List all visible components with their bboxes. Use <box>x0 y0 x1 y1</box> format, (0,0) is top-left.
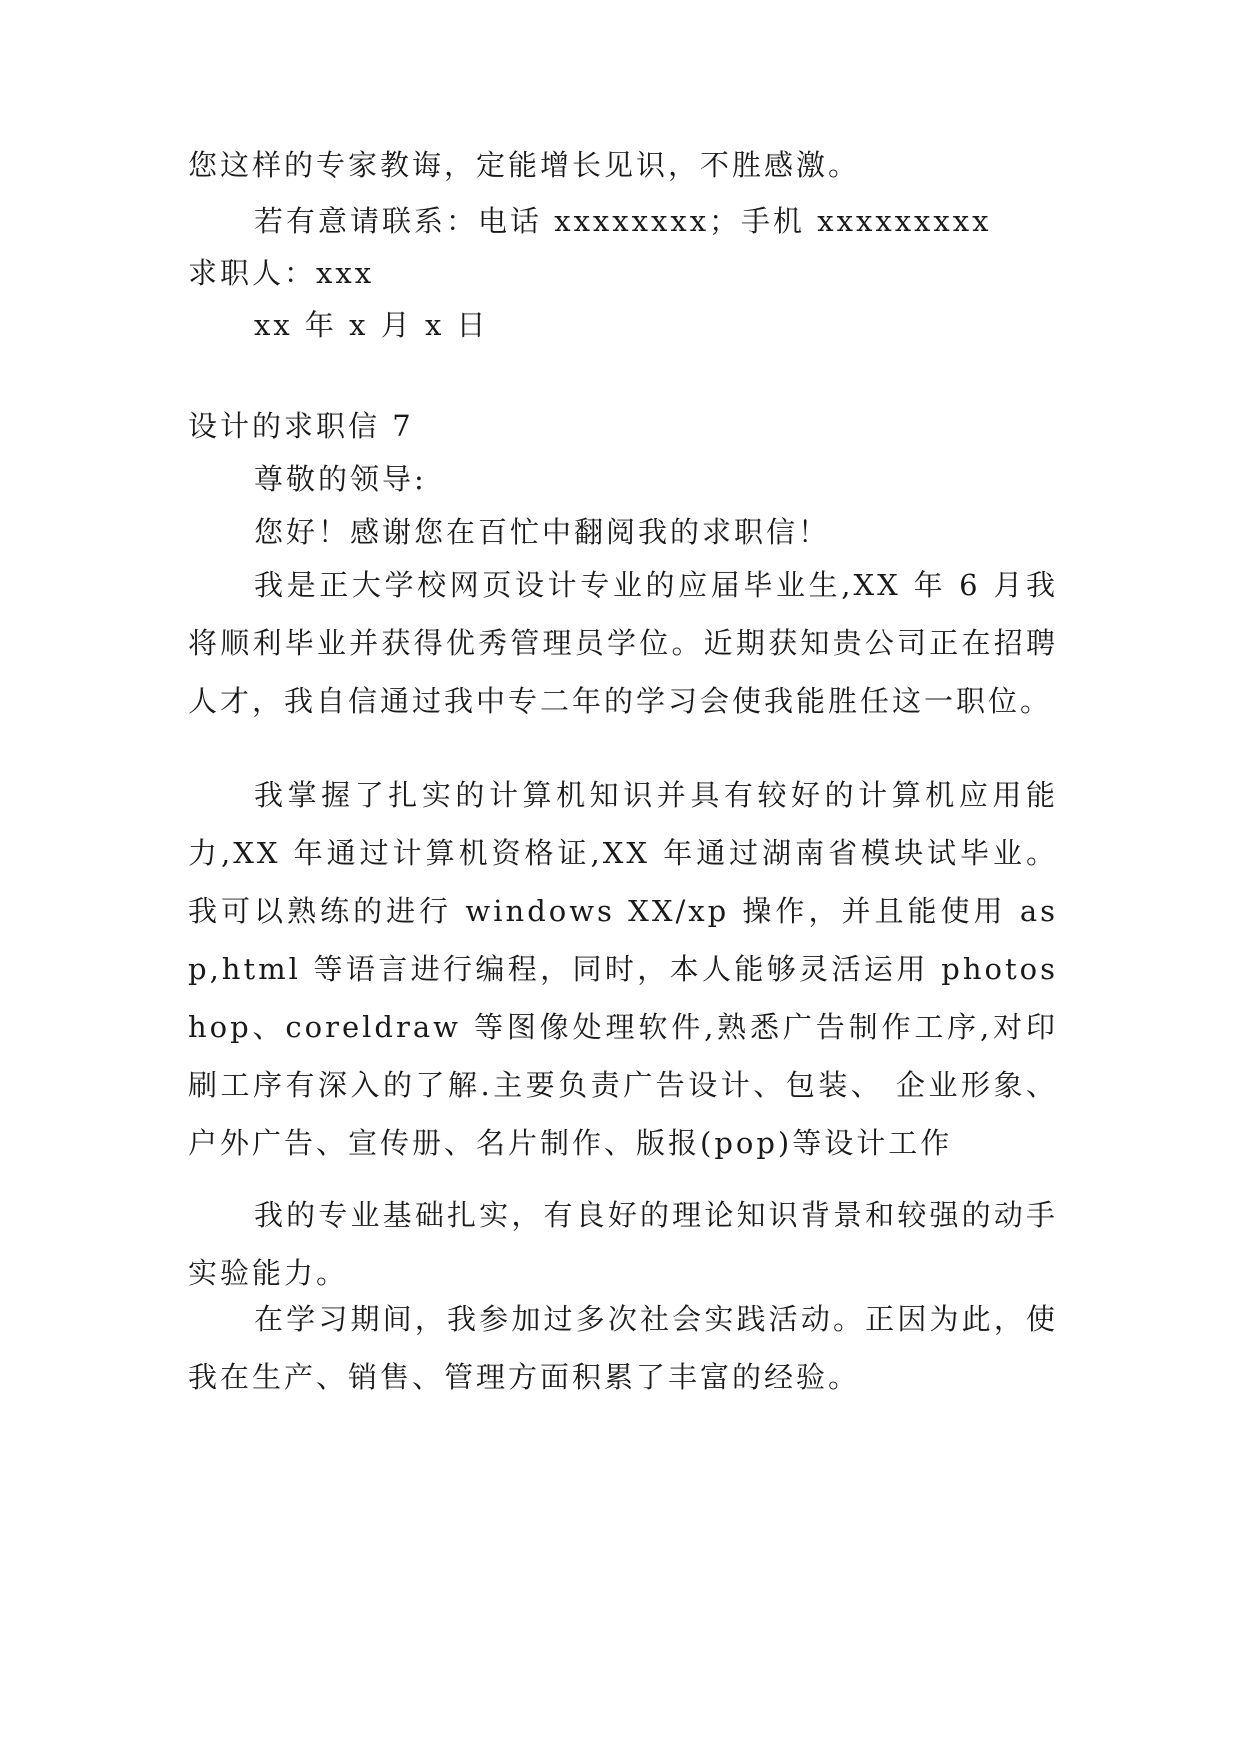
letter7-greeting: 您好！感谢您在百忙中翻阅我的求职信！ <box>254 515 831 549</box>
letter7-paragraph-1: 我是正大学校网页设计专业的应届毕业生,XX 年 6 月我将顺利毕业并获得优秀管理员学位。近期获知贵公司正在招聘人才，我自信通过我中专二年的学习会使我能胜任这一职位。 <box>188 568 1058 718</box>
letter6-applicant: 求职人：xxx <box>188 256 375 290</box>
letter7-paragraph-3: 我的专业基础扎实，有良好的理论知识背景和较强的动手实验能力。 <box>188 1198 1058 1290</box>
letter6-continuation: 您这样的专家教诲，定能增长见识，不胜感激。 <box>188 148 861 182</box>
letter7-title: 设计的求职信 7 <box>188 409 414 443</box>
letter7-paragraph-4: 在学习期间，我参加过多次社会实践活动。正因为此，使我在生产、销售、管理方面积累了丰富的经验。 <box>188 1302 1058 1394</box>
letter6-date: xx 年 x 月 x 日 <box>254 308 489 342</box>
letter6-contact: 若有意请联系：电话 xxxxxxxx；手机 xxxxxxxxx <box>254 204 992 238</box>
letter7-salutation: 尊敬的领导: <box>254 462 427 496</box>
letter7-paragraph-2: 我掌握了扎实的计算机知识并具有较好的计算机应用能力,XX 年通过计算机资格证,XX 年通过湖南省模块试毕业。我可以熟练的进行 windows XX/xp 操作，并且能使用 asp,html 等语言进行编程，同时，本人能够灵活运用 photoshop、coreldraw 等图像处理软件,熟悉广告制作工序,对印刷工序有深入的了解.主要负责广告设计、包装、 企业形象、户外广告、宣传册、名片制作、版报(pop)等设计工作 <box>188 778 1058 1160</box>
